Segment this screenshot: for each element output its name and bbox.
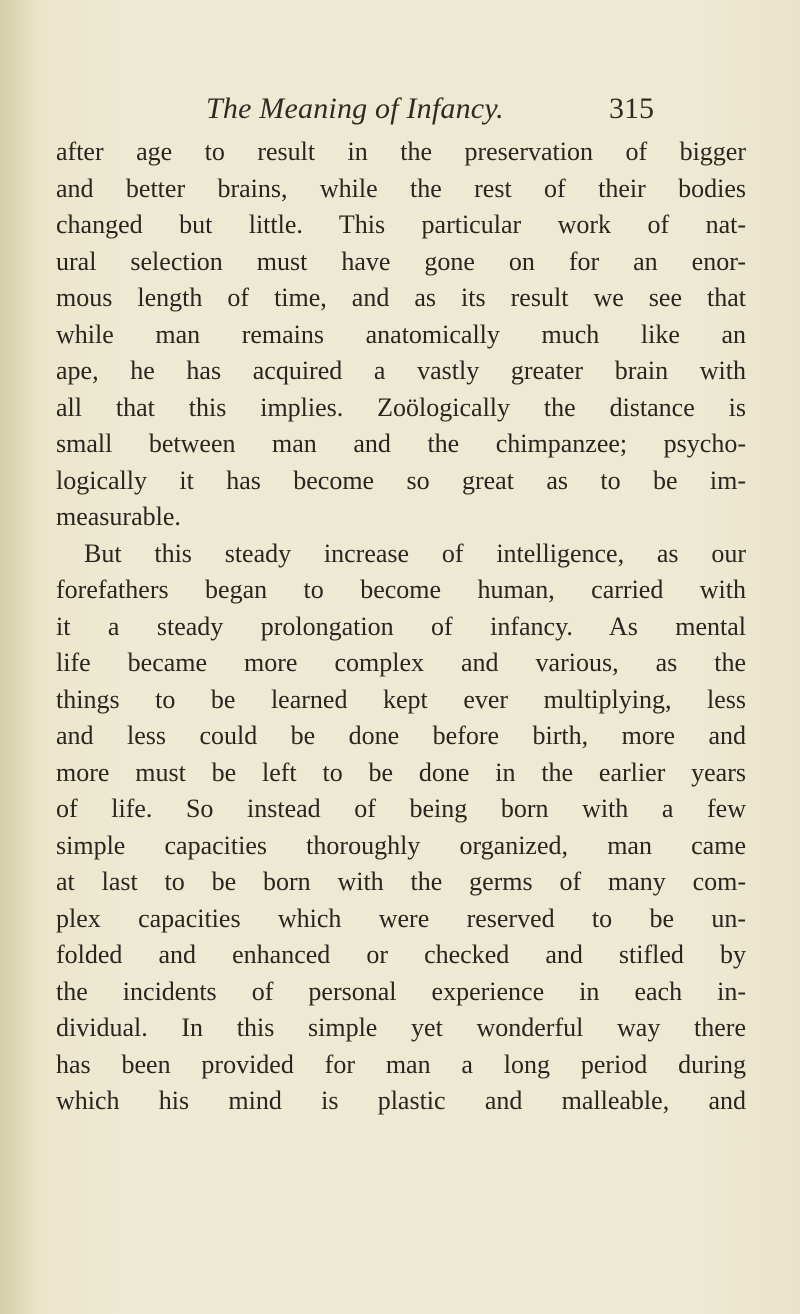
text-line: things to be learned kept ever multiplying, less [56, 684, 746, 714]
page-gutter-shadow [0, 0, 38, 1314]
text-line: and less could be done before birth, more and [56, 721, 746, 750]
text-line: has been provided for man a long period during [56, 1049, 746, 1079]
text-line: it a steady prolongation of infancy. As mental [56, 611, 746, 641]
text-line: simple capacities thoroughly organized, man came [56, 830, 746, 860]
text-line: the incidents of personal experience in each in- [56, 976, 746, 1006]
page-header [0, 92, 800, 132]
text-line: folded and enhanced or checked and stifled by [56, 940, 746, 969]
text-line: at last to be born with the germs of many com- [56, 867, 746, 896]
text-line: ural selection must have gone on for an enor- [56, 246, 746, 276]
text-line: forefathers began to become human, carried with [56, 575, 746, 604]
text-line: all that this implies. Zoölogically the distance is [56, 392, 746, 422]
text-line: which his mind is plastic and malleable, and [56, 1086, 746, 1115]
text-line: small between man and the chimpanzee; psycho- [56, 429, 746, 458]
text-line: and better brains, while the rest of their bodies [56, 173, 746, 203]
text-line: of life. So instead of being born with a few [56, 794, 746, 823]
body-text [56, 134, 746, 1120]
page-number: 315 [609, 92, 654, 125]
text-line: life became more complex and various, as the [56, 648, 746, 677]
text-line: mous length of time, and as its result we see that [56, 283, 746, 312]
paragraph-start-line: But this steady increase of intelligence, as our [84, 538, 746, 568]
text-line: after age to result in the preservation of bigger [56, 137, 746, 166]
text-line: while man remains anatomically much like an [56, 319, 746, 349]
text-line: more must be left to be done in the earlier years [56, 757, 746, 787]
text-line: dividual. In this simple yet wonderful way there [56, 1013, 746, 1042]
text-line: changed but little. This particular work of nat- [56, 210, 746, 239]
running-title: The Meaning of Infancy. [206, 92, 504, 125]
text-line: logically it has become so great as to be im- [56, 465, 746, 495]
text-line: plex capacities which were reserved to be un- [56, 903, 746, 933]
paragraph-end-line: measurable. [56, 502, 181, 531]
text-line: ape, he has acquired a vastly greater brain with [56, 356, 746, 385]
